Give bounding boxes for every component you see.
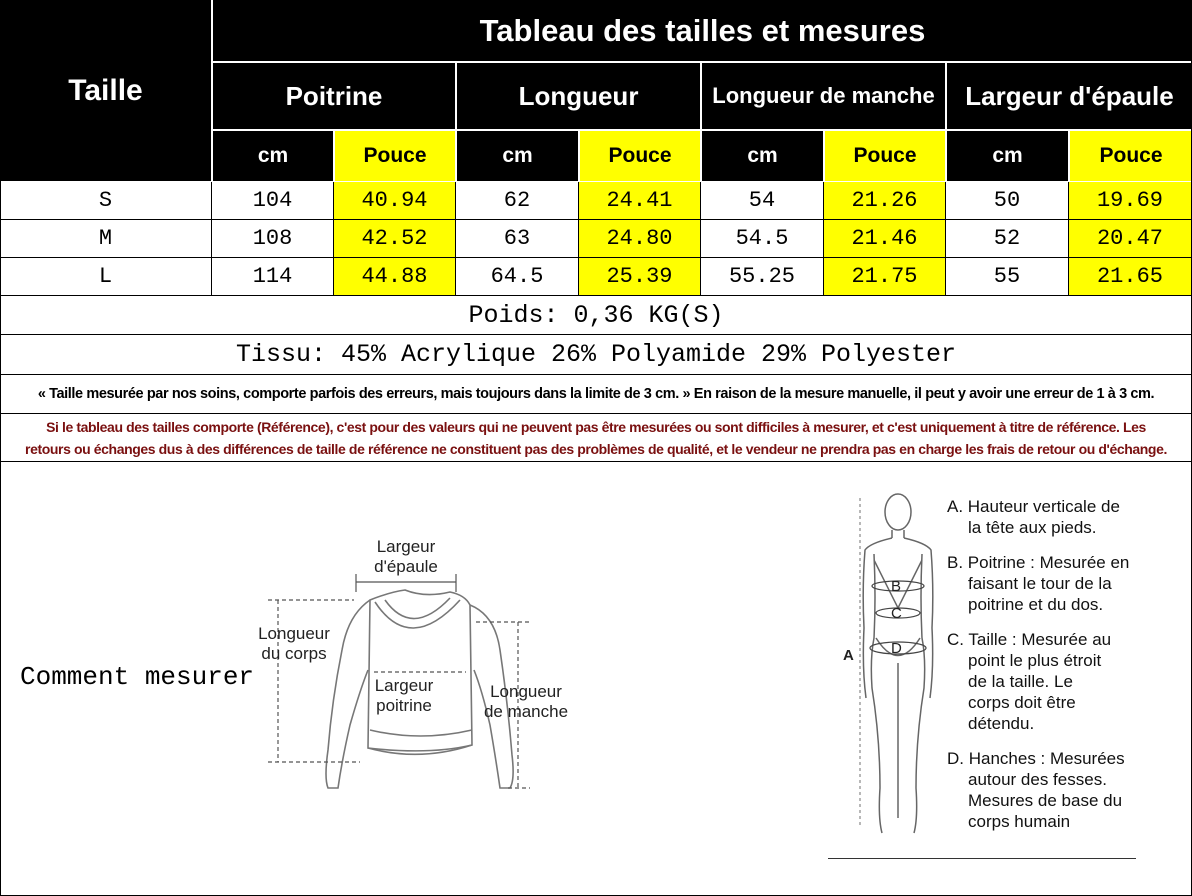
label-line: Largeur xyxy=(376,537,436,556)
letter-a: A xyxy=(843,647,854,664)
label-line: Longueur xyxy=(258,624,330,643)
label-line: Longueur xyxy=(490,682,562,701)
legend-line: Mesures de base du xyxy=(968,791,1123,810)
unit-cm: cm xyxy=(213,131,333,181)
legend-item-c xyxy=(947,629,1187,734)
label-line: du corps xyxy=(261,644,327,663)
group-header-longueur-manche: Longueur de manche xyxy=(702,63,945,129)
legend-line: corps humain xyxy=(968,812,1071,831)
value-cell: 108 xyxy=(212,220,334,258)
legend-item-d xyxy=(947,748,1187,832)
value-cell: 24.41 xyxy=(579,182,701,220)
legend-line: de la taille. Le xyxy=(968,672,1073,691)
label-line: de manche xyxy=(483,702,569,721)
value-cell: 114 xyxy=(212,258,334,296)
reference-note-line: Si le tableau des tailles comporte (Référence), c'est pour des valeurs qui ne peuvent pas être mesurées ou sont difficiles à mesurer, et c'est uniquement à titre de référence. Les xyxy=(46,418,1146,435)
unit-pouce: Pouce xyxy=(580,131,700,181)
value-cell: 55 xyxy=(946,258,1069,296)
diagram-label-chest xyxy=(362,676,446,716)
legend-line: autour des fesses. xyxy=(968,770,1107,789)
measurement-note: « Taille mesurée par nos soins, comporte parfois des erreurs, mais toujours dans la limite de 3 cm. » En raison de la mesure manuelle, il peut y avoir une erreur de 1 à 3 cm. xyxy=(0,375,1192,414)
value-cell: 63 xyxy=(456,220,579,258)
group-header-largeur-epaule: Largeur d'épaule xyxy=(947,63,1192,129)
weight-row: Poids: 0,36 KG(S) xyxy=(0,296,1192,335)
unit-pouce: Pouce xyxy=(825,131,945,181)
value-cell: 25.39 xyxy=(579,258,701,296)
legend-line: B. Poitrine : Mesurée en xyxy=(947,553,1130,572)
value-cell: 21.75 xyxy=(824,258,946,296)
size-cell: S xyxy=(0,182,212,220)
value-cell: 44.88 xyxy=(334,258,456,296)
measurement-legend xyxy=(947,496,1187,846)
legend-line: D. Hanches : Mesurées xyxy=(947,749,1125,768)
legend-line: détendu. xyxy=(968,714,1035,733)
value-cell: 20.47 xyxy=(1069,220,1192,258)
unit-cm: cm xyxy=(457,131,578,181)
letter-d: D xyxy=(891,640,902,657)
legend-line: la tête aux pieds. xyxy=(968,518,1097,537)
value-cell: 21.26 xyxy=(824,182,946,220)
value-cell: 50 xyxy=(946,182,1069,220)
size-cell: L xyxy=(0,258,212,296)
legend-line: C. Taille : Mesurée au xyxy=(947,630,1112,649)
label-line: Largeur xyxy=(374,676,434,695)
legend-item-b xyxy=(947,552,1187,615)
unit-cm: cm xyxy=(947,131,1068,181)
body-baseline xyxy=(828,858,1136,859)
legend-line: point le plus étroit xyxy=(968,651,1102,670)
diagram-label-sleeve xyxy=(474,682,578,722)
legend-line: poitrine et du dos. xyxy=(968,595,1104,614)
value-cell: 19.69 xyxy=(1069,182,1192,220)
label-line: d'épaule xyxy=(374,557,438,576)
letter-b: B xyxy=(891,578,902,595)
group-header-poitrine: Poitrine xyxy=(213,63,455,129)
reference-note-line: retours ou échanges dus à des différences de taille de référence ne constituent pas des problèmes de qualité, et le vendeur ne prendra pas en charge les frais de retour ou d'échange. xyxy=(25,440,1167,457)
legend-item-a xyxy=(947,496,1187,538)
fabric-row: Tissu: 45% Acrylique 26% Polyamide 29% Polyester xyxy=(0,335,1192,375)
value-cell: 52 xyxy=(946,220,1069,258)
value-cell: 62 xyxy=(456,182,579,220)
value-cell: 104 xyxy=(212,182,334,220)
value-cell: 21.46 xyxy=(824,220,946,258)
letter-c: C xyxy=(891,605,902,622)
unit-pouce: Pouce xyxy=(335,131,455,181)
diagram-label-body-length xyxy=(246,624,342,664)
legend-line: corps doit être xyxy=(968,693,1076,712)
label-line: poitrine xyxy=(376,696,432,715)
diagram-label-shoulder xyxy=(362,537,450,577)
size-header: Taille xyxy=(0,0,211,181)
group-header-longueur: Longueur xyxy=(457,63,700,129)
value-cell: 55.25 xyxy=(701,258,824,296)
value-cell: 54.5 xyxy=(701,220,824,258)
unit-pouce: Pouce xyxy=(1070,131,1192,181)
size-cell: M xyxy=(0,220,212,258)
legend-line: faisant le tour de la xyxy=(968,574,1112,593)
legend-line: A. Hauteur verticale de xyxy=(947,497,1120,516)
value-cell: 42.52 xyxy=(334,220,456,258)
table-title: Tableau des tailles et mesures xyxy=(213,0,1192,61)
body-figure-diagram xyxy=(840,488,950,848)
value-cell: 54 xyxy=(701,182,824,220)
value-cell: 64.5 xyxy=(456,258,579,296)
value-cell: 40.94 xyxy=(334,182,456,220)
unit-cm: cm xyxy=(702,131,823,181)
how-to-measure-title: Comment mesurer xyxy=(20,662,255,692)
value-cell: 24.80 xyxy=(579,220,701,258)
reference-note xyxy=(0,414,1192,462)
value-cell: 21.65 xyxy=(1069,258,1192,296)
